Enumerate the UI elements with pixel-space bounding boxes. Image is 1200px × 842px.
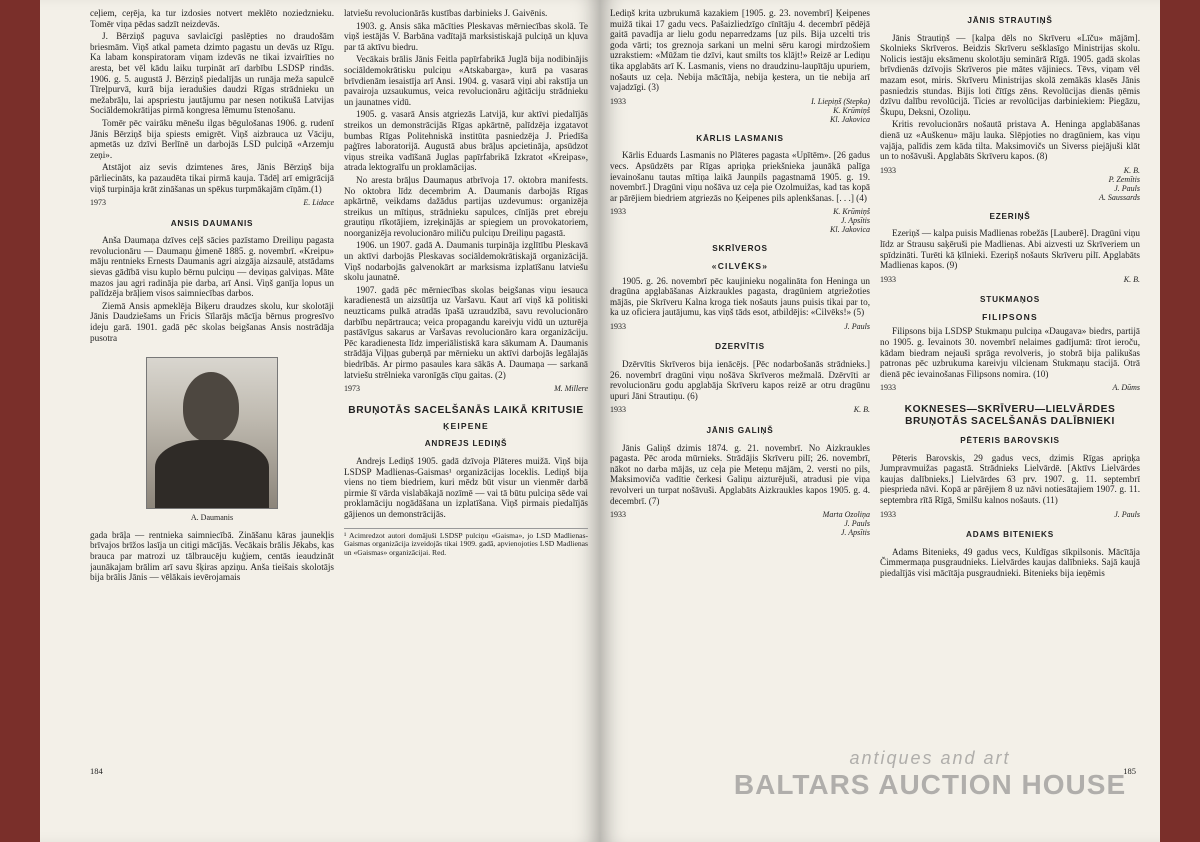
signature (90, 198, 334, 209)
article-heading: EZERIŅŠ (989, 211, 1031, 221)
article-heading: ANDREJS LEDIŅŠ (424, 439, 508, 449)
signature-author: Kl. Jakovica (830, 114, 870, 124)
article-heading: PĒTERIS BAROVSKIS (960, 436, 1060, 446)
signature (610, 510, 870, 537)
signature-year: 1933 (610, 510, 626, 520)
signature-author: Marta Ozoliņa (822, 510, 870, 520)
signature-author: E. Lidace (303, 198, 334, 208)
book-cover-left (0, 0, 40, 842)
signature (880, 383, 1140, 394)
paragraph: Atstājot aiz sevis dzimtenes āres, Jānis Bērziņš bija pārliecināts, ka pazaudēta tikai pirmā kauja. Tādēļ arī emigrācijā viņš turpināja krāt zināšanas un spēkus turpmākajām cīņām.(1) (90, 162, 334, 194)
paragraph: ceļiem, ceŗēja, ka tur izdosies notvert meklēto noziedznieku. Tomēr viņa pēdas sadzīt neizdevās. (90, 8, 334, 29)
article-heading: DZERVĪTIS (715, 342, 765, 352)
signature-author: Kl. Jakovica (830, 225, 870, 235)
signature-author: K. Krūmiņš (833, 207, 870, 217)
signature-author: K. B. (1123, 274, 1140, 284)
signature-authors (811, 97, 870, 124)
paragraph: Andrejs Lediņš 1905. gadā dzīvoja Plāteres muižā. Viņš bija LSDSP Madlienas-Gaismas¹ organizācijas loceklis. Lediņš bija viens no tiem biedriem, kuri mēdz būt visur un vienmēr darbā pirmie šī vārda vislabākajā nozīmē — vai tā būtu pulciņa sēde vai proklamāciju nogādāšana un izplatīšana. Viņš pirmais piedalījās gājienos un demonstrācijās. (344, 455, 588, 519)
portrait-photo (146, 357, 278, 509)
right-page-column-1 (610, 8, 870, 842)
right-page-column-2 (880, 8, 1140, 842)
article-heading: KĀRLIS LASMANIS (696, 133, 784, 143)
paragraph: 1907. gadā pēc mērniecības skolas beigšanas viņu iesauca karadienestā un aizsūtīja uz Varšavu. Kaut arī viņš kā politiski neuzticams pulkā atradās īpašā uzraudzībā, savu revolucionāro darbību nepārtrauca; veica propagandu kareivju vidū un uzturēja pastāvīgus sakarus ar Varšavas revolucionāro kara organizāciju. Pēc karadienesta līdz imperiālistiskā kara sākumam A. Daumanis strādāja Viļņas guberņā par mērnieku un aktīvi darbojās legālajās biedrībās. Ar pirmo pasaules kara sākās A. Daumaņa — sarkanā latviešu strēlnieka varonīgās cīņu gaitas. (2) (344, 284, 588, 380)
signature-authors (823, 510, 870, 537)
signature-author: J. Pauls (1114, 509, 1140, 519)
page-number: 184 (90, 766, 103, 776)
signature-authors (1099, 166, 1140, 202)
signature-author: K. B. (1123, 165, 1140, 175)
left-page-column-1 (90, 8, 334, 842)
watermark-name: BALTARS AUCTION HOUSE (733, 769, 1127, 800)
paragraph: Adams Bitenieks, 49 gadus vecs, Kuldīgas sīkpilsonis. Mācītāja Čimmermaņa pusgraudnieks. Lielvārdes kaujas dalībnieks. Sajā kaujā piedalījās visi mācītāja pusgraudnieki. Bitenieks bija ieņēmis (880, 546, 1140, 578)
signature-year: 1933 (610, 321, 626, 331)
signature (610, 207, 870, 234)
signature (880, 275, 1140, 286)
signature-author: K. B. (853, 405, 870, 415)
paragraph: Pēteris Barovskis, 29 gadus vecs, dzimis Rīgas apriņķa Jumpravmuižas pagastā. Strādnieks Lielvārdē. [Aktīvs Lielvārdes kaujas dalībnieks.] Lielvārdes 63 prv. 1907. g. 11. septembrī piesprieda nāvi. Kopā ar pārējiem 8 uz nāvi notiesātajiem 1907. g. 11. septembra rītā Rīgā, Smilšu kalnos nošauts. (11) (880, 452, 1140, 505)
paragraph: 1905. g. vasarā Ansis atgriezās Latvijā, kur aktīvi piedalījās streikos un demonstrācijās Rīgas apkārtnē, palīdzēja izgatavot bumbas Rīgas Politehniskā institūta pasniedzēja J. Priedīša paģīres laboratorijā. Augustā abus brāļus apcietināja, apsūdzot viņus streika vadīšanā Juglas papīrfabrikā Izkratot «Kreipas», atrada lektograīfu un proklamācijas. (344, 109, 588, 173)
left-page (40, 0, 600, 842)
paragraph: Jānis Strautiņš — [kalpa dēls no Skrīveru «Līču» mājām]. Skolnieks Skrīveros. Beidzis Skrīveru sešklasīgo Ministrijas skolu. Nolicis iestāju eksāmenu skolotāju seminārā Rīgā. 1905. gadā skolas brīvdienās dzīvojis Skrīveros pie mātes vājiniecs. Tēvs, viņam vēl mazam esot, miris. Skrīveru Ministrijas skolā zemākās klasēs Jānis pasniedzis stundas. Bijis loti čītīgs zēns. Revolūcijas dienās ņēmis dzīvu dalību revolūcijā. Ticies ar revolūcijas darbiniekiem: Piegāzu, Škupu, Deksni, Ozoliņu. (880, 32, 1140, 117)
signature-year: 1973 (90, 198, 106, 208)
paragraph: Tomēr pēc vairāku mēnešu ilgas bēgulošanas 1906. g. rudenī Jānis Bērziņš bija spiests emigrēt. Viņš aizbrauca uz Vāciju, apmetās uz dzīvi Berlīnē un darbojās LSD pulciņā «Arzemju zeņi». (90, 117, 334, 160)
signature-year: 1933 (880, 165, 896, 175)
paragraph: latviešu revolucionārās kustības darbinieks J. Gaivēnis. (344, 8, 548, 18)
signature-year: 1933 (610, 405, 626, 415)
signature (610, 405, 870, 416)
right-page (600, 0, 1160, 842)
book-cover-right (1160, 0, 1200, 842)
paragraph: 1903. g. Ansis sāka mācīties Pleskavas mērniecības skolā. Te viņš iestājās V. Barbāna vadītajā marksistiskajā pulciņā un kļuva par tā aktīvu biedru. (344, 20, 588, 52)
watermark-tagline: antiques and art (849, 748, 1011, 768)
page-number: 185 (1123, 766, 1136, 776)
signature-author: K. Krūmiņš (833, 105, 870, 115)
signature-authors (830, 207, 870, 234)
signature-author: I. Liepiņš (Stepka) (811, 96, 870, 106)
paragraph: Kārlis Eduards Lasmanis no Plāteres pagasta «Upītēm». [26 gadus vecs. Apsūdzēts par Rīgas apriņķa priekšnieka jaunākā palīga ievainošanu tautas mītiņa laikā Jaunpils pagastnamā 1905. g. 19. novembrī.] Dragūni viņu nošāva uz ceļa pie Ozolmuižas, kad tas kopā ar pārējiem biedriem atgriezās no Ķeipenes pils aplenkšanas. [. . .] (4) (610, 150, 870, 203)
paragraph: Vecākais brālis Jānis Feitla papīrfabrikā Juglā bija nodibinājis sociāldemokrātisku pulciņu «Atskabarga», kurā pa vasaras brīvdienām iesaistīja arī Ansi. 1904. g. vasarā viņi abi rakstīja un pavairoja uzsaukumus, veica revolucionāru aģitāciju strādnieku un jaunatnes vidū. (344, 54, 588, 107)
signature-year: 1973 (344, 384, 360, 394)
article-heading: ADAMS BITENIEKS (966, 530, 1054, 540)
signature (880, 166, 1140, 202)
left-page-column-2 (344, 8, 588, 842)
signature-year: 1933 (610, 207, 626, 217)
section-title: BRUŅOTĀS SACELŠANĀS LAIKĀ KRITUSIE (348, 404, 584, 416)
signature-author: J. Pauls (844, 321, 870, 331)
signature-author: A. Saussards (1098, 192, 1140, 202)
signature-author: A. Dūms (1112, 383, 1140, 393)
signature-author: M. Millere (554, 384, 588, 394)
portrait-figure (90, 357, 334, 524)
auction-watermark (720, 748, 1140, 801)
paragraph: Dzērvītis Skrīveros bija ienācējs. [Pēc nodarbošanās strādnieks.] 26. novembrī dragūni viņu nošāva Skrīveros mežmalā. Dzērvīti ar revolucionāru godu apglabāja Skrīveru kapos reizē ar otru dragūnu upuri Jāni Strautiņu. (6) (610, 359, 870, 401)
paragraph: Jānis Galiņš dzimis 1874. g. 21. novembrī. No Aizkraukles pagasta. Pēc aroda mūrnieks. Strādājis Skrīveru pilī; 26. novembrī, nākot no darba mājās, uz ceļa pie Meteņu mājām, 2. versti no pils, Maksimoviča vadītie čerkesi Galiņu aizturējuši, atradusi pie viņa revolveri un turpat nošāvuši. Apglabāts Aizkraukles kapos 1905. g. 4. decembrī. (7) (610, 442, 870, 506)
paragraph: Ezeriņš — kalpa puisis Madlienas robežās [Lauberē]. Dragūni viņu līdz ar Strausu saķēruši pie Madlienas. Abi aizvesti uz Skrīveriem un spīdzināti. Turēti kā ķīlnieki. Ezeriņš nošauts Skrīveru pilī. Apglabāts Madlienas kapos. (9) (880, 228, 1140, 271)
paragraph: No aresta brāļus Daumaņus atbrīvoja 17. oktobra manifests. No oktobra līdz decembrim A. Daumanis darbojās Rīgas apkārtnē, veikdams dažādus partijas uzdevumus: organizēja streikus un mītiņus, strādnieku sapulces, cīnījās pret ebreju grautiņu rīkotājiem, izreķinājās ar spiegiem un provokatoriem, noorganizēja revolucionāro miliču pulciņu Dreiliņu pagastā. (344, 174, 588, 238)
signature-year: 1933 (880, 509, 896, 519)
signature-year: 1933 (880, 383, 896, 393)
paragraph: 1906. un 1907. gadā A. Daumanis turpināja izglītību Pleskavā un aktīvi darbojās Pleskavas sociāldemokrātiskajā organizācijā. Viņš nodarbojās galvenokārt ar marksisma izplatīšanu latviešu skolu jaunatnē. (344, 240, 588, 283)
portrait-head (183, 372, 239, 442)
signature-author: P. Zemītis (1108, 174, 1140, 184)
paragraph: Filipsons bija LSDSP Stukmaņu pulciņa «Daugava» biedrs, partijā no 1905. g. Ievainots 30. novembrī nelaimes gadījumā: tīrot ieroču, kādam biedram nejauši sprāga revolveris, jo stobrā bija palikušas patronas pēc uzbrukuma kareivju vilcienam Stukmaņu stacijā. Otrā dienā pēc ievainošanas Filipsons nomira. (10) (880, 326, 1140, 379)
section-title: KOKNESES—SKRĪVERU—LIELVĀRDES BRUŅOTĀS SACELŠANĀS DALĪBNIEKI (904, 404, 1116, 428)
signature-author: J. Apsītis (840, 528, 870, 538)
photo-caption: A. Daumanis (190, 513, 234, 523)
signature (344, 384, 588, 395)
signature-author: J. Pauls (844, 519, 870, 529)
section-title: SKRĪVEROS (712, 244, 768, 254)
signature (610, 97, 870, 124)
article-heading: JĀNIS GALIŅŠ (706, 426, 774, 436)
article-heading: ANSIS DAUMANIS (170, 218, 254, 228)
paragraph: Anša Daumaņa dzīves ceļš sācies pazīstamo Dreiliņu pagasta revolucionāru — Daumaņu ģimenē 1885. g. novembrī. «Kreipu» māju rentnieks Ernests Daumanis agri aizgāja aizsaulē, atstādams sievas gādībā visu kuplo bērnu pulciņu — deviņas galviņas. Māte mazos jau agri radināja pie darba, arī Ansi. Viņš ganīja lopus un palīdzēja brāļiem visos saimniecības darbos. (90, 235, 334, 299)
paragraph: 1905. g. 26. novembrī pēc kaujinieku nogalināta fon Heninga un dragūna apglabāšanas Aizkraukles pagasta, dragūniem atgriežoties mājās, pie Skrīveru Kalna kroga tiek nošauts jauns puisis tikai par to, ka uz oficiera jautājumu, kas viņš tāds esot, atbildējis: «Cilvēks!» (5) (610, 275, 870, 318)
section-subtitle: ĶEIPENE (443, 420, 489, 431)
signature-author: J. Pauls (1114, 183, 1140, 193)
paragraph: J. Bērziņš paguva savlaicīgi paslēpties no draudošām briesmām. Viņš atkal pameta dzimto pagastu un devās uz Rīgu. Ka labam konspiratoram viņam izdevās ne tikai izvairīties no aresta, bet vēl kādu laiku turpināt arī darbību LSDSP rindās. 1906. g. 5. augustā J. Bērziņš piedalījās un runāja meža sapulcē Tīreļpurvā, kurā bija ieradušies daudzi Rīgas strādnieku un mežabrāļu, lai apspriestu jautājumu par nesen notikušā Latvijas Sociāldemokrātijas pirmā kongresa lēmumu īstenošanu. (90, 31, 334, 116)
signature (880, 510, 1140, 521)
paragraph: gada brāļa — rentnieka saimniecībā. Zināšanu kāras jaunekļis brīvajos brīžos lasīja un citigi mācījās. Vecākais brālis Jēkabs, kas brauca par matrozi uz tālbraucēju kuģiem, centās ieaudzināt jaunākajam brālim arī savu šķiras apziņu. Anša tieišais skolotājs bija brālis Jānis — vēlākais ievērojamais (90, 529, 334, 583)
paragraph: Kritis revolucionārs nošautā pristava A. Heninga apglabāšanas dienā uz «Auškenu» māju lauka. Slēpjoties no dragūniem, kas viņu vajāja, palīdis zem kāda tilta. Maksimovičs un Siverss piejājuši klāt un to nošāvuši. Apglabāts Skrīveru kapos. (8) (880, 119, 1140, 162)
portrait-body (155, 440, 269, 508)
paragraph: Lediņš krita uzbrukumā kazakiem [1905. g. 23. novembrī] Ķeipenes muižā tikai 17 gadu vecs. Pašaizliedzīgo cīnītāju 4. decembrī pēdējā gaitā pavadīja ar lielu godu neparredzams [uz pils. Bija uzcelti tris goda vārti; tos greznoja sarkani un melni sēru karogi mirdzošiem uzrakstiem: «Mūžam tie dzīvi, kaut smilts tos klājt!» Reizē ar Lediņu tika apglabāts arī K. Lasmanis, viens no draudzinu-laupītāju upuriem, nošauts uz ceļa. Nebija mācītāja, nebija ķestera, un tie nebija arī vajadzīgi. (3) (610, 8, 870, 93)
signature (610, 322, 870, 333)
paragraph: Ziemā Ansis apmeklēja Biķeru draudzes skolu, kur skolotāji Jānis Daudziešams un Fricis Sīlarājs mācīja bērnus progresīvo ideju garā. 1901. gadā pēc skolas beigšanas Ansis nostrādāja pusotra (90, 300, 334, 343)
signature-year: 1933 (880, 274, 896, 284)
footnote: ¹ Acimredzot autori domājuši LSDSP pulciņu «Gaisma», jo LSD Madlienas-Gaismas organizācija izveidojās tikai 1909. gadā, apvienojoties LSD Madlienas un «Gaismas» organizācijai. Red. (344, 528, 588, 558)
signature-year: 1933 (610, 96, 626, 106)
section-title: STUKMAŅOS (980, 295, 1040, 305)
article-heading: JĀNIS STRAUTIŅŠ (967, 16, 1053, 25)
section-subtitle: «CILVĒKS» (711, 260, 769, 271)
signature-author: J. Apsītis (840, 216, 870, 226)
section-subtitle: FILIPSONS (982, 311, 1038, 322)
